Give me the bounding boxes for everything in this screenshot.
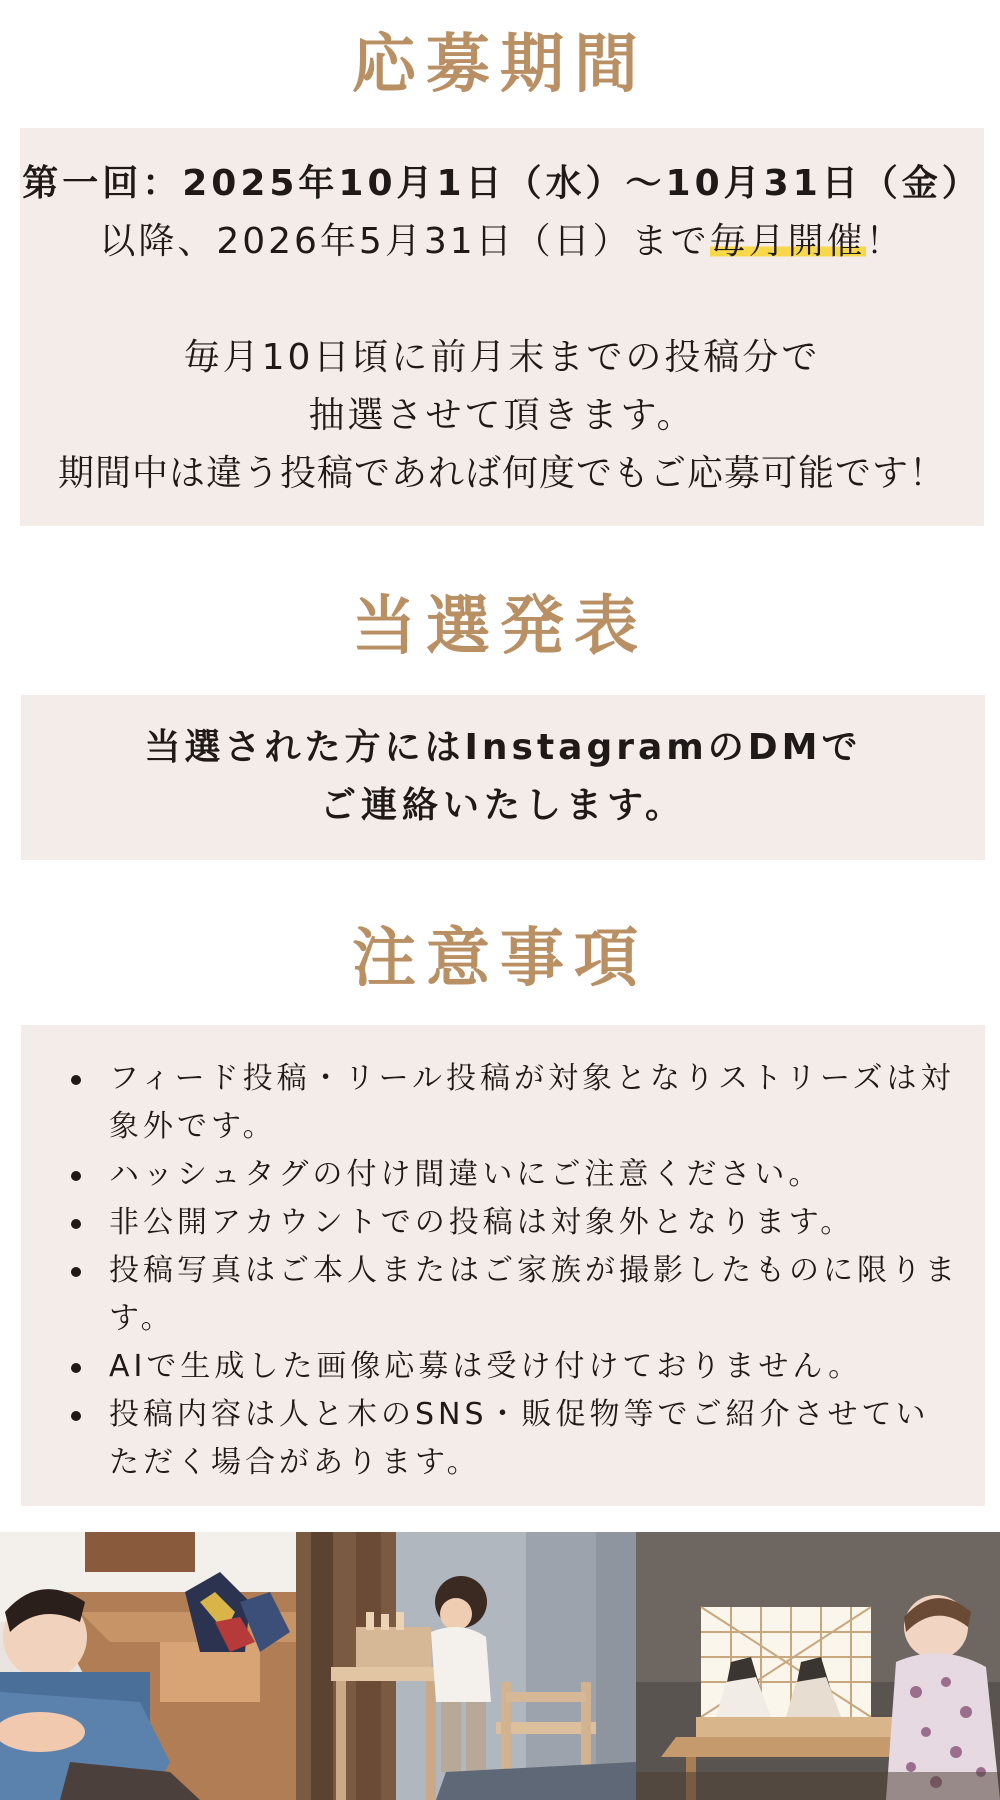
list-item: 非公開アカウントでの投稿は対象外となります。 <box>69 1199 959 1247</box>
period-monthly-highlight: 毎月開催 <box>709 221 866 262</box>
list-item: フィード投稿・リール投稿が対象となりストリーズは対象外です。 <box>69 1055 959 1151</box>
list-item: 投稿写真はご本人またはご家族が撮影したものに限ります。 <box>69 1247 959 1343</box>
period-draw-line1: 毎月10日頃に前月末までの投稿分で <box>183 337 821 378</box>
notes-list <box>69 1055 959 1487</box>
announce-line1: 当選された方にはInstagramのDMで <box>144 727 862 768</box>
announce-line2: ご連絡いたします。 <box>319 785 687 826</box>
photo-strip <box>0 1532 1000 1800</box>
section-heading-notes: 注意事項 <box>352 922 648 996</box>
announce-box <box>21 695 985 860</box>
notes-box <box>21 1025 985 1506</box>
period-box <box>20 128 984 526</box>
section-heading-announce: 当選発表 <box>352 590 648 664</box>
list-item: ハッシュタグの付け間違いにご注意ください。 <box>69 1151 959 1199</box>
list-item: AIで生成した画像応募は受け付けておりません。 <box>69 1343 959 1391</box>
photo-toddler-wooden-desk <box>296 1532 636 1800</box>
photo-baby-lit-hina <box>636 1532 1000 1800</box>
period-schedule-text: 以降、2026年5月31日（日）まで <box>99 221 710 262</box>
period-spacer <box>20 271 984 329</box>
period-first-round: 第一回：2025年10月1日（水）〜10月31日（金） <box>22 163 982 204</box>
period-schedule-line <box>20 213 984 271</box>
section-heading-period: 応募期間 <box>352 28 648 102</box>
period-exclamation: ！ <box>865 221 905 262</box>
period-multi-entry: 期間中は違う投稿であれば何度でもご応募可能です！ <box>57 453 946 494</box>
period-draw-line2: 抽選させて頂きます。 <box>308 395 696 436</box>
photo-baby-hina-shelf <box>0 1532 296 1800</box>
list-item: 投稿内容は人と木のSNS・販促物等でご紹介させていただく場合があります。 <box>69 1391 959 1487</box>
